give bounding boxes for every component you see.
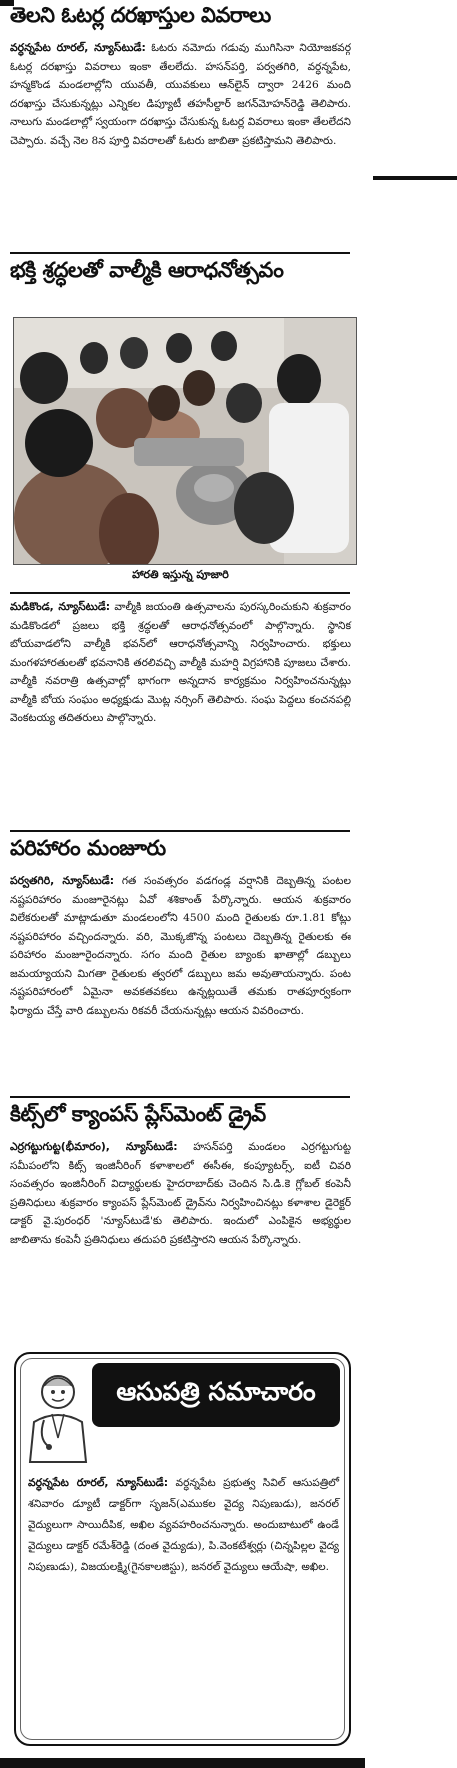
photo-caption: హారతి ఇస్తున్న పూజారి	[132, 568, 229, 581]
article-body	[26, 1472, 341, 1578]
section-divider	[10, 252, 350, 254]
dateline: వర్ధన్నపేట రూరల్, న్యూస్‌టుడే:	[10, 41, 146, 54]
article-valmiki	[8, 258, 353, 294]
doctor-icon	[22, 1368, 92, 1464]
dateline: పర్వతగిరి, న్యూస్‌టుడే:	[10, 874, 115, 887]
article-body	[8, 598, 353, 728]
hospital-banner: ఆసుపత్రి సమాచారం	[92, 1363, 340, 1427]
news-photo	[13, 317, 357, 565]
headline: కిట్స్‌లో క్యాంపస్ ప్లేస్‌మెంట్ డ్రైవ్	[10, 1102, 266, 1126]
article-valmiki-body	[8, 598, 353, 728]
hospital-text	[26, 1472, 341, 1578]
article-campus-drive	[8, 1102, 353, 1249]
section-divider	[10, 1096, 350, 1098]
section-divider	[10, 592, 350, 594]
article-voter-applications	[8, 3, 353, 150]
section-divider	[10, 830, 350, 832]
article-text: గత సంవత్సరం వడగండ్ల వర్షానికి దెబ్బతిన్న పంటల నష్టపరిహారం మంజూరైనట్లు ఏవో శశికాంత్ పేర్కొన్నారు. ఆయన శుక్రవారం విలేకరులతో మాట్లాడుతూ మండలంలోని 4500 మంది రైతులకు రూ.1.81 కోట్లు నష్టపరిహారం వచ్చిందన్నారు. వరి, మొక్కజొన్న పంటలు దెబ్బతిన్న రైతులకు ఈ పరిహారం మంజూరైందన్నారు. సగం మంది రైతుల బ్యాంకు ఖాతాల్లో డబ్బులు జమయ్యాయని మిగతా రైతులకు త్వరలో డబ్బులు జమ అవుతాయన్నారు. పంట నష్టపరిహారంలో ఏమైనా అవకతవకలు ఉన్నట్లయితే తమకు రాతపూర్వకంగా ఫిర్యాదు చేస్తే వారి డబ్బులను రికవరీ చేయనున్నట్లు ఆయన వివరించారు.	[10, 875, 351, 1017]
dateline: ఎర్రగట్టుగుట్ట(భీమారం), న్యూస్‌టుడే:	[10, 1140, 178, 1153]
article-compensation	[8, 836, 353, 1020]
dateline: వర్ధన్నపేట రూరల్, న్యూస్‌టుడే:	[28, 1476, 169, 1489]
headline: పరిహారం మంజూరు	[10, 836, 166, 860]
article-body	[8, 872, 353, 1020]
article-text: వాల్మీకి జయంతి ఉత్సవాలను పురస్కరించుకుని శుక్రవారం మడికొండలో ప్రజలు భక్తి శ్రద్ధలతో ఆరాధనోత్సవంలో పాల్గొన్నారు. స్థానిక బోయవాడలోని వాల్మీకి భవన్‌లో ఆరాధనోత్సవాన్ని నిర్వహించారు. భక్తులు మంగళహారతులతో భవనానికి తరలివచ్చి వాల్మీకి మహర్షి విగ్రహానికి పూజలు చేశారు. వాల్మీకి నవరాత్రి ఉత్సవాల్లో భాగంగా అన్నదాన కార్యక్రమం నిర్వహించనున్నట్లు వాల్మీకి బోయ సంఘం అధ్యక్షుడు మొట్ల నర్సింగ్ తెలిపారు. సంఘ పెద్దలు కంచనపల్లి వెంకటయ్య తదితరులు పాల్గొన్నారు.	[10, 601, 352, 724]
article-body	[8, 1138, 353, 1249]
bottom-rule	[0, 1758, 365, 1768]
headline: భక్తి శ్రద్ధలతో వాల్మీకి ఆరాధనోత్సవం	[10, 258, 284, 282]
dateline: మడికొండ, న్యూస్‌టుడే:	[10, 600, 111, 613]
article-text: హసన్‌పర్తి మండలం ఎర్రగట్టుగుట్ట సమీపంలోని కిట్స్ ఇంజినీరింగ్ కళాశాలలో ఈసీఈ, కంప్యూటర్స్, ఐటీ చివరి సంవత్సరం ఇంజినీరింగ్ విద్యార్థులకు హైదరాబాద్‌కు చెందిన సి.డి.కె గ్లోబల్ కంపెనీ ప్రతినిధులు శుక్రవారం క్యాంపస్ ప్లేస్‌మెంట్ డ్రైవ్‌ను నిర్వహించినట్లు కళాశాల డైరెక్టర్ డాక్టర్ వై.పురంధర్ 'న్యూస్‌టుడే'కు తెలిపారు. ఇందులో ఎంపికైన అభ్యర్థుల జాబితాను కంపెనీ ప్రతినిధులు తదుపరి ప్రకటిస్తారని ఆయన పేర్కొన్నారు.	[10, 1141, 351, 1246]
article-body	[8, 39, 353, 150]
column-rule	[373, 176, 457, 180]
article-text: వర్ధన్నపేట ప్రభుత్వ సివిల్ ఆసుపత్రిలో శనివారం డ్యూటీ డాక్టర్‌గా సృజన్(ఎముకల వైద్య నిపుణుడు), జనరల్ వైద్యులుగా సాయిదీపిక, అఖిల వ్యవహరించనున్నారు. అందుబాటులో ఉండే వైద్యులు డాక్టర్ రమేశ్‌రెడ్డి (దంత వైద్యుడు), పి.వెంకటేశ్వర్లు (చిన్నపిల్లల వైద్య నిపుణుడు), విజయలక్ష్మి(గైనకాలజిస్టు), జనరల్ వైద్యులు ఆయేషా, అఖిల.	[28, 1477, 339, 1573]
photo-illustration	[14, 318, 356, 564]
article-text: ఓటరు నమోదు గడువు ముగిసినా నియోజకవర్గ ఓటర్ల దరఖాస్తు వివరాలు ఇంకా తేలలేదు. హసన్‌పర్తి, పర్వతగిరి, వర్ధన్నపేట, హన్మకొండ మండలాల్లోని యువతీ, యువకులు ఆన్‌లైన్ ద్వారా 2426 మంది దరఖాస్తు చేసుకున్నట్లు ఎన్నికల డిప్యూటీ తహసీల్దార్ జగన్‌మోహన్‌రెడ్డి తెలిపారు. నాలుగు మండలాల్లో స్వయంగా దరఖాస్తు చేసుకున్న ఓటర్ల వివరాలు ఇంకా తేలలేదని చెప్పారు. వచ్చే నెల 8న పూర్తి వివరాలతో ఓటరు జాబితా ప్రకటిస్తామని తెలిపారు.	[10, 42, 351, 147]
headline: తెలని ఓటర్ల దరఖాస్తుల వివరాలు	[10, 3, 271, 27]
